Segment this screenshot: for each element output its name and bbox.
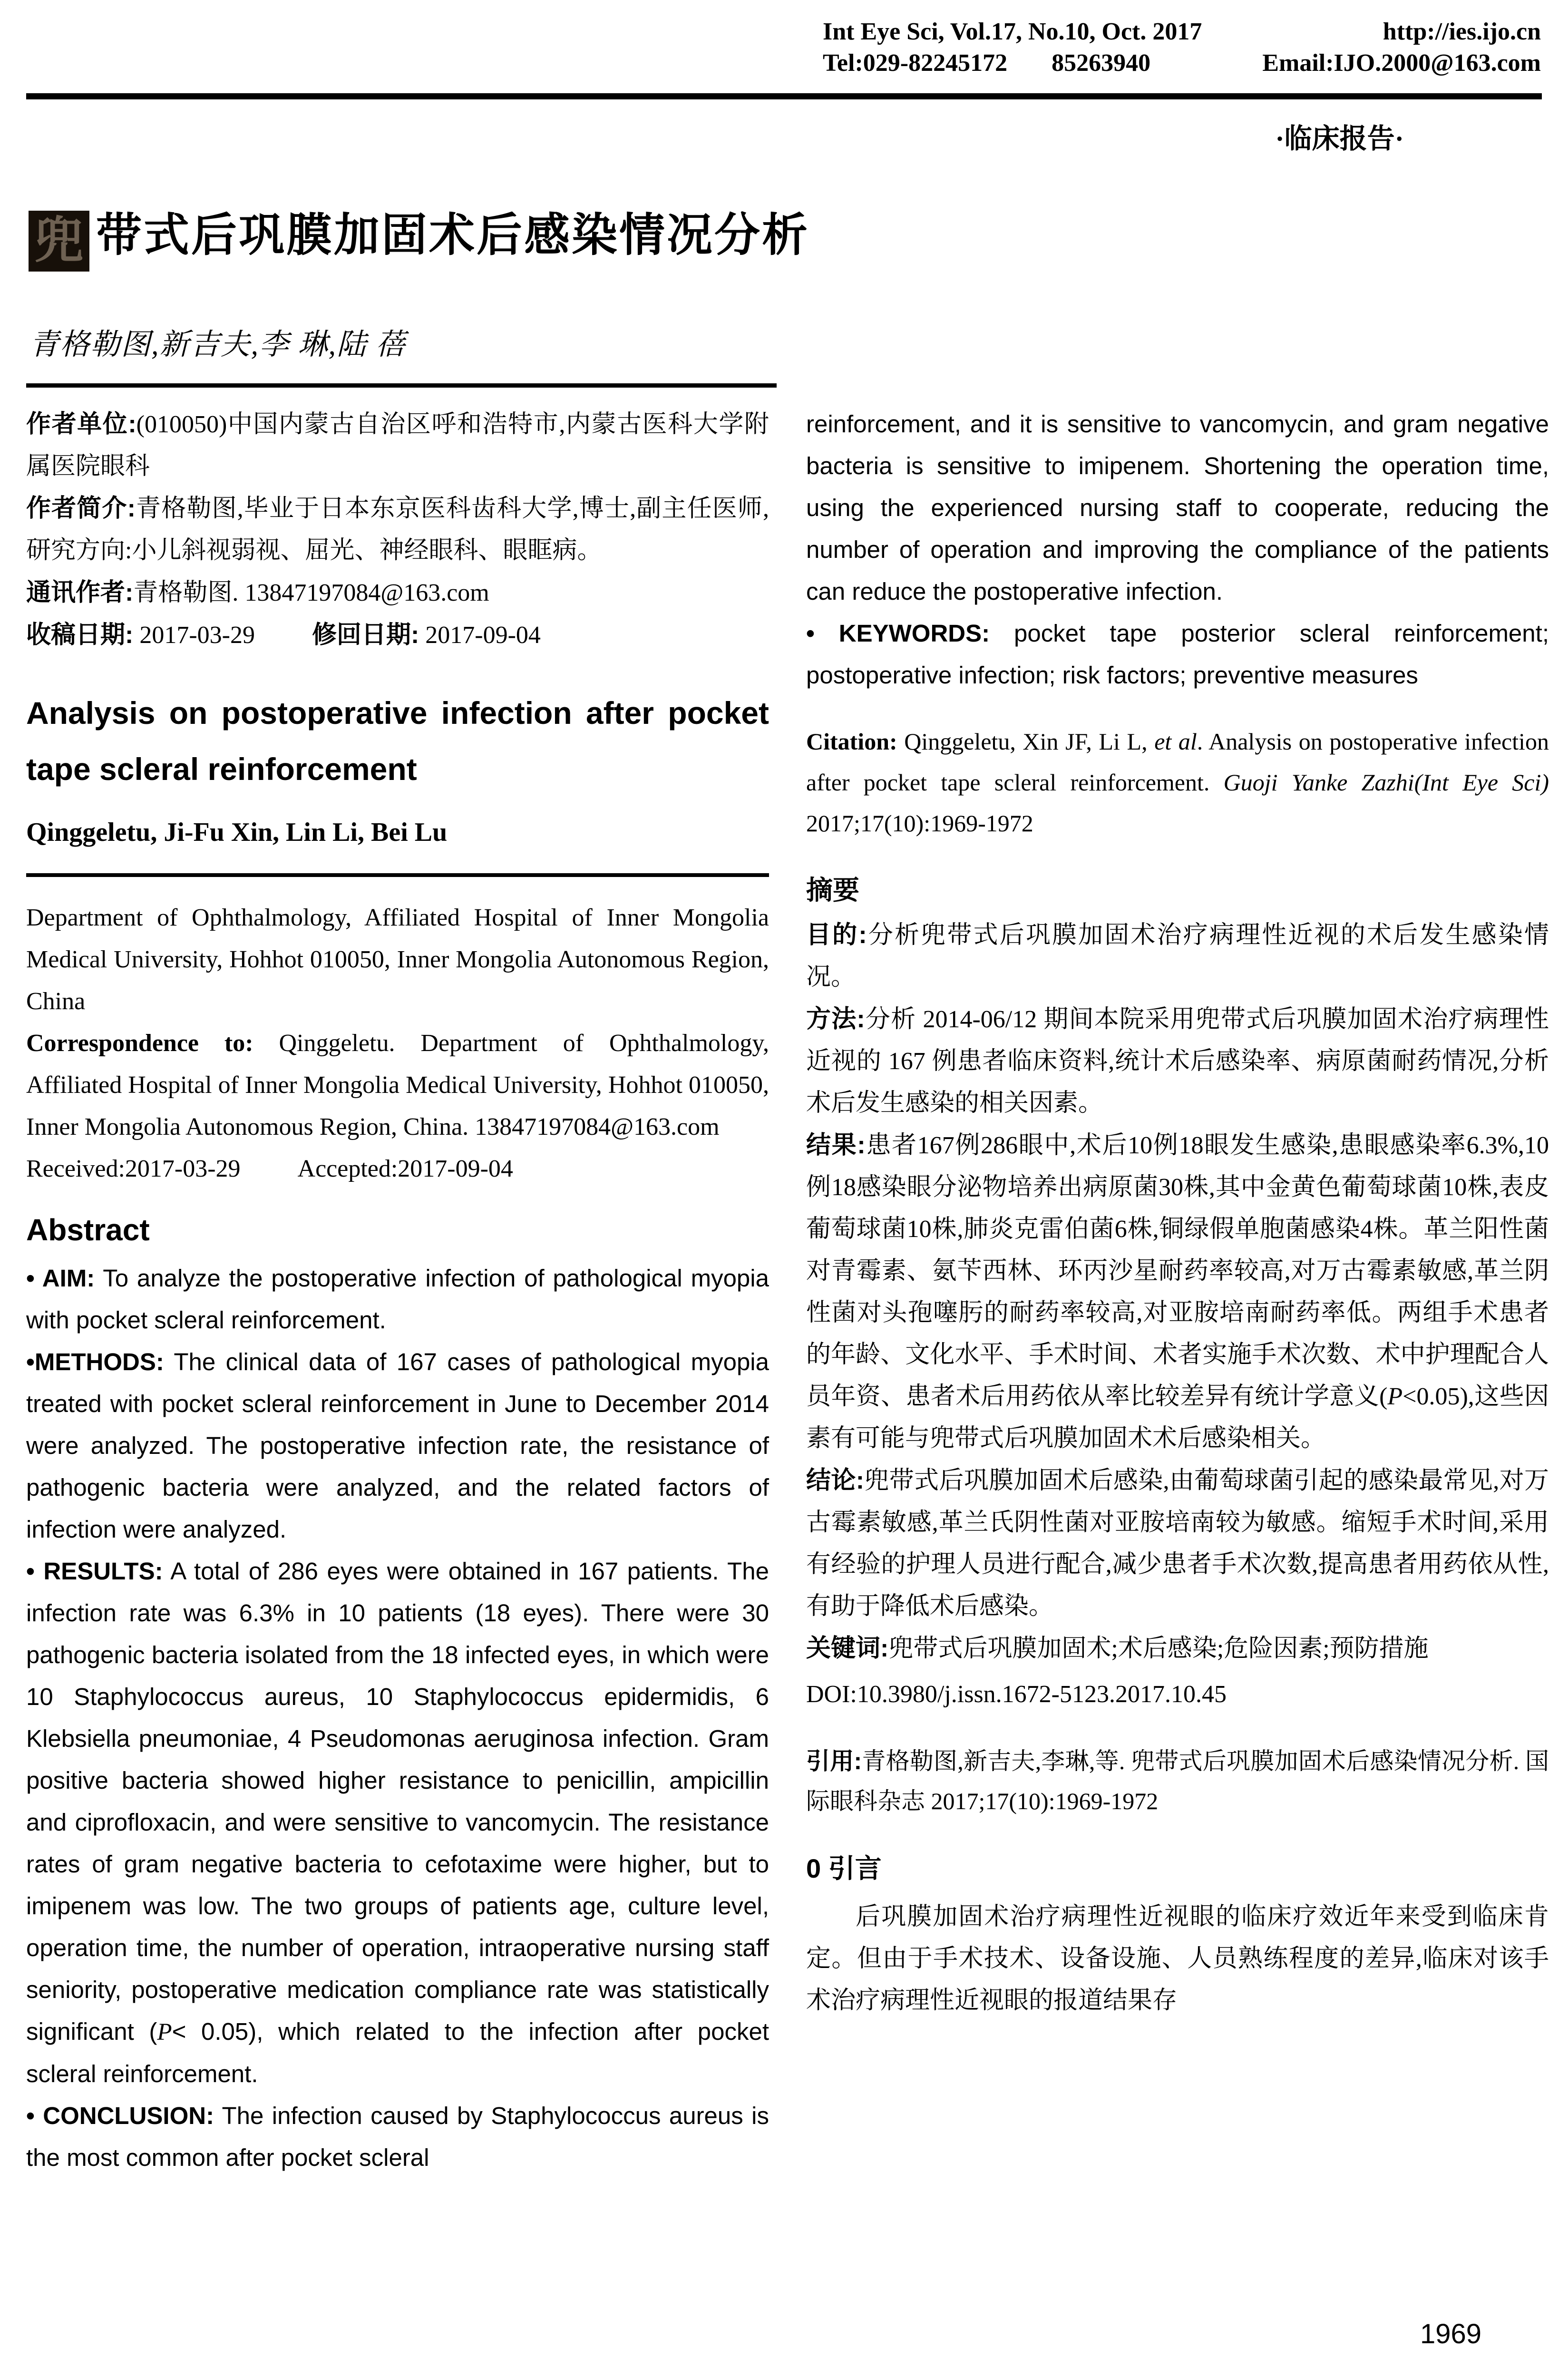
corresponding-author-cn-text: 青格勒图. 13847197084@163.com: [133, 579, 489, 606]
journal-email: Email:IJO.2000@163.com: [1262, 49, 1541, 77]
title-drop-cap: 兜: [29, 211, 89, 272]
journal-telephone-2: 85263940: [1052, 49, 1151, 77]
keywords-cn-text: 兜带式后巩膜加固术;术后感染;危险因素;预防措施: [888, 1635, 1429, 1662]
author-bio-cn: [26, 487, 769, 572]
abstract-heading: Abstract: [26, 1213, 150, 1247]
page-body: [26, 403, 1549, 2179]
dates-cn: [26, 614, 769, 656]
results-p-symbol: P: [157, 2019, 172, 2046]
received-date-en: Received:2017-03-29: [26, 1155, 241, 1182]
citation-en: [806, 721, 1549, 844]
accepted-date-en: Accepted:2017-09-04: [297, 1155, 513, 1182]
abstract-conclusion: [26, 2095, 769, 2179]
abstract-results: [26, 1550, 769, 2095]
english-title-rule: [26, 873, 769, 877]
methods-label: •METHODS:: [26, 1348, 164, 1375]
results-label: • RESULTS:: [26, 1558, 163, 1585]
article-title-en: Analysis on postoperative infection after pocket tape scleral reinforcement: [26, 695, 769, 787]
correspondence-en-label: Correspondence to:: [26, 1030, 253, 1057]
journal-telephone: Tel:029-82245172: [823, 49, 1008, 77]
citation-en-label: Citation:: [806, 728, 897, 755]
authors-rule: [26, 383, 777, 388]
aim-text: To analyze the postoperative infection of pathological myopia with pocket scleral reinforcement.: [26, 1265, 769, 1334]
citation-cn-text: 青格勒图,新吉夫,李琳,等. 兜带式后巩膜加固术后感染情况分析. 国际眼科杂志 2017;17(10):1969-1972: [806, 1748, 1549, 1814]
results-text-2: < 0.05), which related to the infection after pocket scleral reinforcement.: [26, 2018, 769, 2087]
abstract-aim: [26, 1257, 769, 1341]
conclusion-text: The infection caused by Staphylococcus aureus is the most common after pocket scleral: [26, 2102, 769, 2171]
article-title-cn: [29, 205, 809, 272]
keywords-cn-label: 关键词:: [806, 1635, 889, 1662]
journal-volume-info: Int Eye Sci, Vol.17, No.10, Oct. 2017: [823, 18, 1202, 45]
author-bio-cn-label: 作者简介:: [26, 495, 136, 522]
corresponding-author-cn: [26, 572, 769, 614]
received-date-cn: 收稿日期: 2017-03-29: [26, 621, 255, 649]
page-number: 1969: [1420, 2319, 1481, 2349]
results-cn-text-2: <0.05),这些因素有可能与兜带式后巩膜加固术术后感染相关。: [806, 1383, 1549, 1452]
objective-cn: [806, 914, 1549, 998]
results-text-1: A total of 286 eyes were obtained in 167 patients. The infection rate was 6.3% in 10 patients (18 eyes). There were 30 pathogenic bacteria isolated from the 18 infected eyes, in which were 10 Staphylococcus aureus, 10 Staphylococcus epidermidis, 6 Klebsiella pneumoniae, 4 Pseudomonas aeruginosa infection. Gram positive bacteria showed higher resistance to penicillin, ampicillin and ciprofloxacin, and were sensitive to vancomycin. The resistance rates of gram negative bacteria to cefotaxime were higher, but to imipenem was low. The two groups of patients age, culture level, operation time, the number of operation, intraoperative nursing staff seniority, postoperative medication compliance rate was statistically significant (: [26, 1558, 769, 2045]
abstract-methods: [26, 1341, 769, 1550]
citation-en-seg1: Qinggeletu, Xin JF, Li L,: [897, 728, 1155, 755]
author-bio-cn-text: 青格勒图,毕业于日本东京医科齿科大学,博士,副主任医师,研究方向:小儿斜视弱视、屈光、神经眼科、眼眶病。: [26, 495, 769, 564]
affiliation-cn-text: (010050)中国内蒙古自治区呼和浩特市,内蒙古医科大学附属医院眼科: [26, 411, 769, 480]
introduction-heading: 0 引言: [806, 1853, 882, 1883]
right-column: [806, 403, 1549, 2179]
affiliation-cn-label: 作者单位:: [26, 410, 136, 438]
journal-header-line2: [823, 48, 1541, 79]
methods-text: The clinical data of 167 cases of pathological myopia treated with pocket scleral reinforcement in June to December 2014 were analyzed. The postoperative infection rate, the resistance of pathogenic bacteria were analyzed, and the related factors of infection were analyzed.: [26, 1348, 769, 1543]
methods-cn: [806, 998, 1549, 1124]
conclusion-cn: [806, 1460, 1549, 1627]
keywords-cn: [806, 1627, 1549, 1670]
conclusion-cn-text: 兜带式后巩膜加固术后感染,由葡萄球菌引起的感染最常见,对万古霉素敏感,革兰氏阴性菌对亚胺培南较为敏感。缩短手术时间,采用有经验的护理人员进行配合,减少患者手术次数,提高患者用药依从性,有助于降低术后感染。: [806, 1467, 1549, 1620]
results-cn-label: 结果:: [806, 1131, 866, 1159]
journal-phone-group: [823, 48, 1150, 79]
results-cn-text-1: 患者167例286眼中,术后10例18眼发生感染,患眼感染率6.3%,10例18感染眼分泌物培养出病原菌30株,其中金黄色葡萄球菌10株,表皮葡萄球菌10株,肺炎克雷伯菌6株,铜绿假单胞菌感染4株。革兰阳性菌对青霉素、氨苄西林、环丙沙星耐药率较高,对万古霉素敏感,革兰阴性菌对头孢噻肟的耐药率较高,对亚胺培南耐药率低。两组手术患者的年龄、文化水平、手术时间、术者实施手术次数、术中护理配合人员年资、患者术后用药依从率比较差异有统计学意义(: [806, 1132, 1549, 1410]
citation-et-al: et al: [1154, 728, 1197, 755]
corresponding-author-cn-label: 通讯作者:: [26, 579, 134, 606]
revised-date-cn: 修回日期: 2017-09-04: [312, 621, 541, 649]
abstract-conclusion-continued: reinforcement, and it is sensitive to vancomycin, and gram negative bacteria is sensitive to imipenem. Shortening the operation time, using the experienced nursing staff to cooperate, reducing the number of operation and improving the compliance of the patients can reduce the postoperative infection.: [806, 410, 1549, 605]
doi-line: DOI:10.3980/j.issn.1672-5123.2017.10.45: [806, 1681, 1227, 1708]
keywords-en: [806, 613, 1549, 696]
section-label: ·临床报告·: [1275, 123, 1404, 154]
authors-cn: 青格勒图,新吉夫,李 琳,陆 蓓: [29, 329, 406, 361]
dates-en: [26, 1148, 769, 1190]
article-title-cn-rest: 带式后巩膜加固术后感染情况分析: [96, 210, 809, 261]
conclusion-label: • CONCLUSION:: [26, 2102, 214, 2129]
authors-en: Qinggeletu, Ji-Fu Xin, Lin Li, Bei Lu: [26, 818, 448, 847]
header-rule: [26, 93, 1542, 99]
methods-cn-text: 分析 2014-06/12 期间本院采用兜带式后巩膜加固术治疗病理性近视的 167 例患者临床资料,统计术后感染率、病原菌耐药情况,分析术后发生感染的相关因素。: [806, 1006, 1549, 1117]
keywords-en-text: pocket tape posterior scleral reinforcement; postoperative infection; risk factors; preventive measures: [806, 620, 1549, 689]
objective-cn-label: 目的:: [806, 921, 867, 949]
methods-cn-label: 方法:: [806, 1005, 865, 1033]
objective-cn-text: 分析兜带式后巩膜加固术治疗病理性近视的术后发生感染情况。: [806, 922, 1549, 991]
results-cn: [806, 1124, 1549, 1460]
citation-en-seg2: . Analysis on postoperative infection after pocket tape scleral reinforcement.: [806, 728, 1549, 796]
left-column: [26, 403, 769, 2179]
correspondence-en: [26, 1023, 769, 1148]
citation-cn-label: 引用:: [806, 1748, 862, 1774]
results-cn-p-symbol: P: [1387, 1383, 1403, 1410]
citation-cn: [806, 1741, 1549, 1821]
citation-en-seg3: 2017;17(10):1969-1972: [806, 810, 1033, 837]
aim-label: • AIM:: [26, 1265, 95, 1292]
introduction-text: 后巩膜加固术治疗病理性近视眼的临床疗效近年来受到临床肯定。但由于手术技术、设备设施、人员熟练程度的差异,临床对该手术治疗病理性近视眼的报道结果存: [806, 1903, 1549, 2014]
journal-header-line1: [823, 16, 1541, 48]
citation-journal-name: Guoji Yanke Zazhi(Int Eye Sci): [1223, 769, 1549, 796]
abstract-cn-heading: 摘要: [806, 875, 859, 905]
keywords-en-label: • KEYWORDS:: [806, 620, 990, 647]
affiliation-en: Department of Ophthalmology, Affiliated Hospital of Inner Mongolia Medical University, Hohhot 010050, Inner Mongolia Autonomous Region, China: [26, 904, 769, 1015]
journal-website: http://ies.ijo.cn: [1383, 18, 1541, 45]
journal-header: [823, 16, 1541, 79]
conclusion-cn-label: 结论:: [806, 1467, 865, 1494]
affiliation-cn: [26, 403, 769, 487]
correspondence-en-text: Qinggeletu. Department of Ophthalmology, Affiliated Hospital of Inner Mongolia Medical University, Hohhot 010050, Inner Mongolia Autonomous Region, China. 13847197084@163.com: [26, 1030, 769, 1140]
